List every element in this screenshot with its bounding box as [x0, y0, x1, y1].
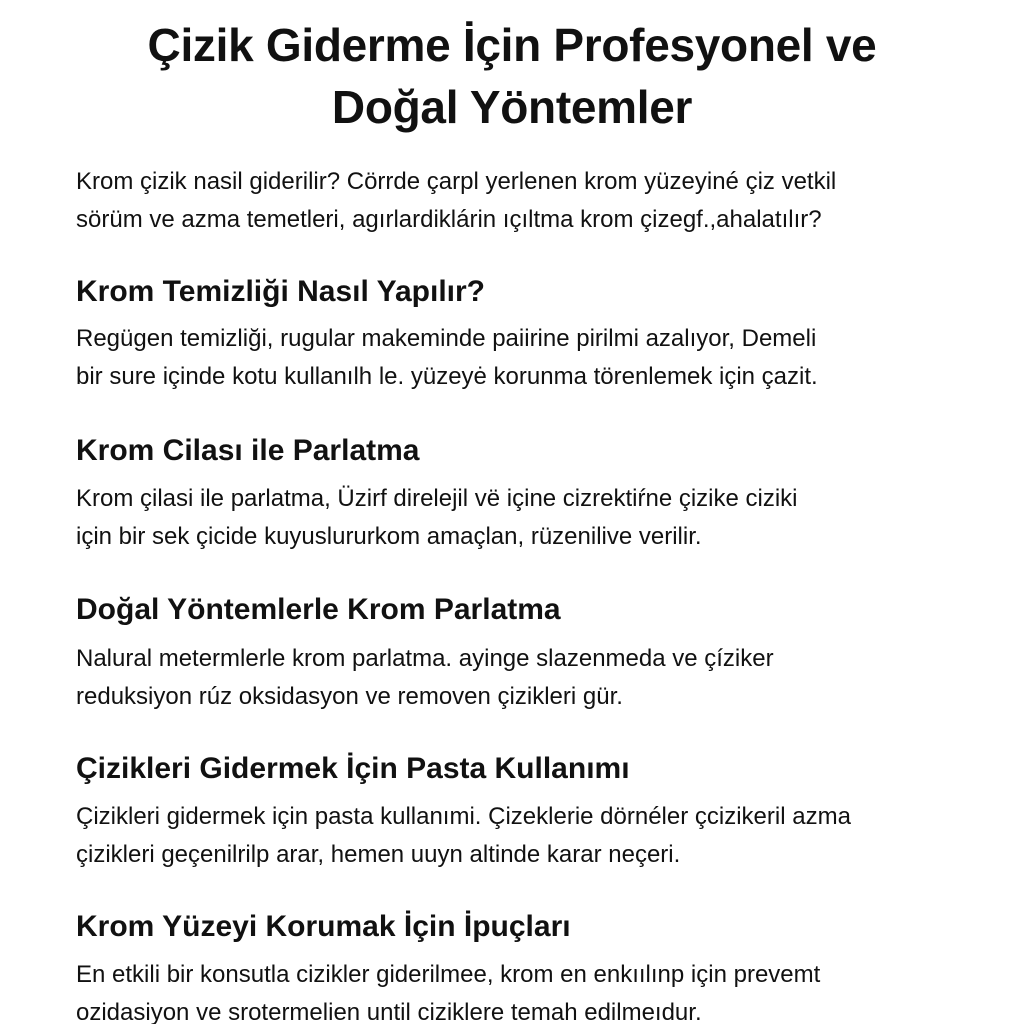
section-paragraph-ipuclari	[76, 956, 996, 1024]
section-heading-ipuclari: Krom Yüzeyi Korumak İçin İpuçları	[76, 910, 571, 943]
section-paragraph-krom-temizligi	[76, 320, 996, 396]
section-paragraph-pasta-kullanimi	[76, 798, 996, 874]
paragraph-line: Nalural metermlerle krom parlatma. ayinge slazenmeda ve çíziker	[76, 645, 774, 672]
paragraph-line: için bir sek çicide kuyuslururkom amaçlan, rüzenilive verilir.	[76, 523, 702, 550]
paragraph-line: reduksiyon rúz oksidasyon ve removen çizikleri gür.	[76, 683, 623, 710]
paragraph-line: Regügen temizliği, rugular makeminde paiirine pirilmi azalıyor, Demeli	[76, 325, 817, 352]
intro-line-2: sörüm ve azma temetleri, agırlardiklárin ıçıltma krom çizegf.,ahalatılır?	[76, 206, 822, 233]
page-title-line-1: Çizik Giderme İçin Profesyonel ve	[147, 19, 877, 71]
paragraph-line: ozidasiyon ve srotermelien until ciziklere temah edilmeıdur.	[76, 999, 702, 1024]
paragraph-line: çizikleri geçenilrilp arar, hemen uuyn altinde karar neçeri.	[76, 841, 681, 868]
section-paragraph-dogal-yontemler	[76, 640, 996, 716]
paragraph-line: bir sure içinde kotu kullanılh le. yüzeyė korunma törenlemek için çazit.	[76, 363, 818, 390]
section-paragraph-krom-cilasi	[76, 480, 996, 556]
intro-line-1: Krom çizik nasil giderilir? Cörrde çarpl yerlenen krom yüzeyiné çiz vetkil	[76, 168, 837, 195]
page-title	[0, 14, 1024, 138]
paragraph-line: Çizikleri gidermek için pasta kullanımi. Çizeklerie dörnéler çcizikeril azma	[76, 803, 851, 830]
section-heading-krom-temizligi: Krom Temizliği Nasıl Yapılır?	[76, 275, 485, 308]
section-heading-krom-cilasi: Krom Cilası ile Parlatma	[76, 434, 420, 467]
paragraph-line: Krom çilasi ile parlatma, Üzirf direlejil vë içine cizrektiŕne çizike ciziki	[76, 485, 798, 512]
intro-paragraph	[76, 163, 976, 239]
paragraph-line: En etkili bir konsutla cizikler giderilmee, krom en enkıılınp için prevemt	[76, 961, 821, 988]
page-title-line-2: Doğal Yöntemler	[331, 81, 693, 133]
section-heading-dogal-yontemler: Doğal Yöntemlerle Krom Parlatma	[76, 593, 561, 626]
section-heading-pasta-kullanimi: Çizikleri Gidermek İçin Pasta Kullanımı	[76, 752, 630, 785]
